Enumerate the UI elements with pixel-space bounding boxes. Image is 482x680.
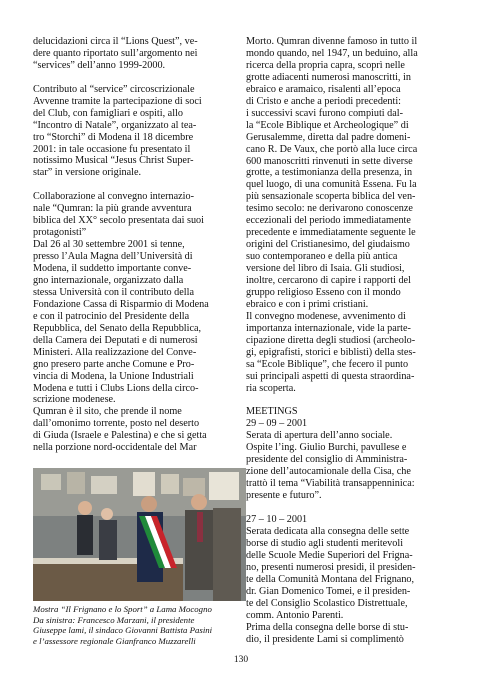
photo-illustration: [33, 468, 246, 601]
left-column: [33, 36, 247, 454]
left-paragraph-1: delucidazioni circa il “Lions Quest”, ve- dere quanto riportato sull’argomento nei “services” dell’anno 1999-2000.: [33, 36, 198, 71]
left-paragraph-3: Collaborazione al convegno internazio- nale “Qumran: la più grande avventura biblica del XX° secolo presentata dai suoi protagonisti” Dal 26 al 30 settembre 2001 si tenne, presso l’Aula Magna dell’Università di Modena, il suddetto importante conve- gno internazionale, organizzato dalla stessa Università con il contributo della Fondazione Cassa di Risparmio di Modena e con il patrocinio del Presidente della Repubblica, del Senato della Repubblica, della Camera dei Deputati e di numerosi Ministeri. Alla realizzazione del Conve- gno presero parte anche Comune e Pro- vincia di Modena, la Unione Industriali Modena e tutti i Clubs Lions della circo- scrizione modenese. Qumran è il sito, che prende il nome dall’omonimo torrente, posto nel deserto di Giuda (Israele e Palestina) e che si getta nella porzione nord-occidentale del Mar: [33, 191, 209, 454]
right-paragraph-1: Morto. Qumran divenne famoso in tutto il mondo quando, nel 1947, un beduino, alla ricerca della propria capra, scoprì nelle grotte adiacenti numerosi manoscritti, in ebraico e aramaico, risalenti all’epoca di Cristo e anche a periodi precedenti: i successivi scavi furono compiuti dal- la “Ecole Biblique et Archeologique” di Gerusalemme, diretta dal padre domeni- cano R. De Vaux, che portò alla luce circa 600 manoscritti rinvenuti in sette diverse grotte, a testimonianza della presenza, in quel luogo, di una comunità Essena. Fu la più sensazionale scoperta biblica del ven- tesimo secolo: ne derivarono conoscenze eccezionali del periodo immediatamente precedente e immediatamente seguente le origini del Cristianesimo, del giudaismo suo contemporaneo e della più antica versione del libro di Isaia. Gli studiosi, inoltre, cercarono di capire i rapporti del gruppo religioso Esseno con il mondo ebraico e con i primi cristiani. Il convegno modenese, avvenimento di importanza internazionale, vide la parte- cipazione diretta degli studiosi (archeolo- gi, epigrafisti, storici e biblisti) della stes- sa “Ecole Biblique”, che fecero il punto sui principali aspetti di questa straordina- ria scoperta.: [246, 36, 418, 394]
caption-line: Da sinistra: Francesco Marzani, il presidente: [33, 614, 195, 625]
meeting-date: 27 – 10 – 2001: [246, 514, 308, 525]
caption-line: Giuseppe lami, il sindaco Giovanni Battista Pasini: [33, 625, 213, 636]
photo-caption: [33, 604, 246, 646]
section-heading: MEETINGS: [246, 406, 298, 418]
right-paragraph-3: 27 – 10 – 2001 Serata dedicata alla consegna delle sette borse di studio agli studenti meritevoli delle Scuole Medie Superiori del Frigna- no, presenti numerosi presidi, il presiden- te della Comunità Montana del Frignano, dr. Gian Domenico Tomei, e il presiden- te del Consiglio Scolastico Distrettuale, comm. Antonio Parenti. Prima della consegna delle borse di stu- dio, il presidente Lami si complimentò: [246, 514, 416, 645]
right-column: [246, 36, 457, 645]
caption-line: Mostra “Il Frignano e lo Sport” a Lama Mocogno: [33, 604, 212, 614]
page-number: 130: [233, 655, 249, 665]
event-photo: [33, 468, 246, 601]
left-paragraph-2: Contributo al “service” circoscrizionale Avvenne tramite la partecipazione di soci del Club, con famigliari e ospiti, allo “Incontro di Natale”, organizzato al tea- tro “Storchi” di Modena il 18 dicembre 2001: in tale occasione fu presentato il notissimo Musical “Jesus Christ Super- star” in versione originale.: [33, 83, 202, 179]
right-paragraph-2: MEETINGS 29 – 09 – 2001 Serata di apertura dell’anno sociale. Ospite l’ing. Giulio Burchi, pavullese e presidente del consiglio di Amministra- zione dell’autocamionale della Cisa, che trattò il tema “Viabilità transappenninica: presente e futuro”.: [246, 406, 415, 502]
meeting-date: 29 – 09 – 2001: [246, 418, 308, 430]
caption-line: e l’assessore regionale Gianfranco Muzzarelli: [33, 635, 196, 646]
